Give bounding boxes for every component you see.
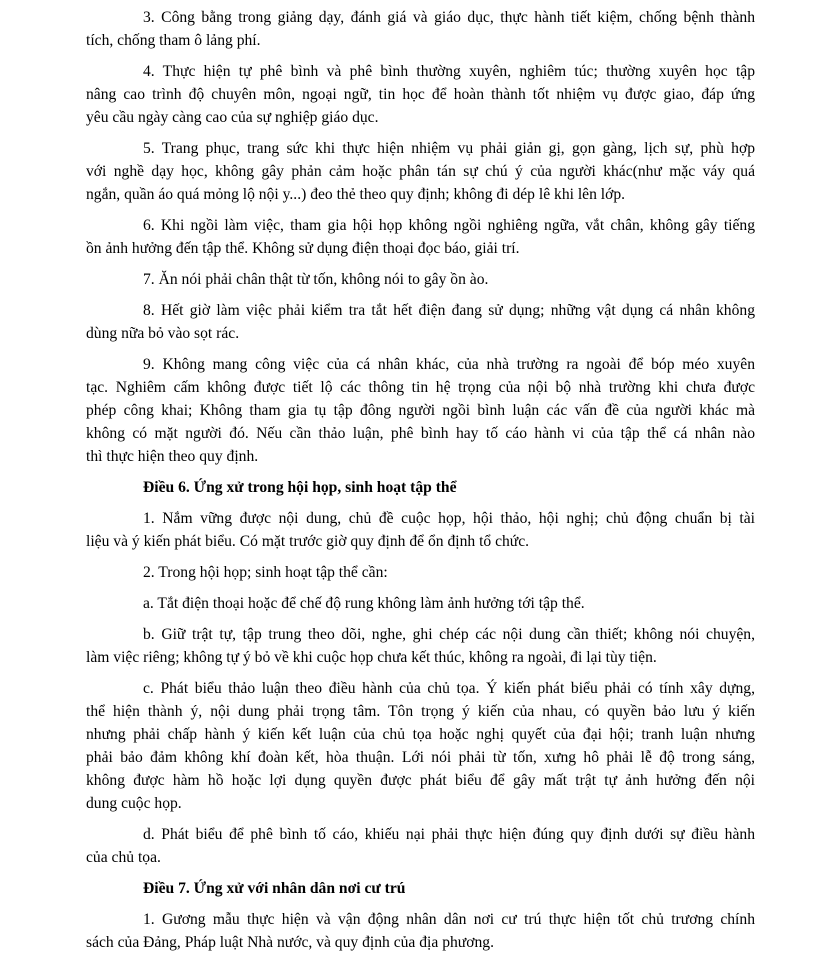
paragraph xyxy=(86,214,755,260)
text-line: a. Tắt điện thoại hoặc để chế độ rung không làm ảnh hưởng tới tập thể. xyxy=(143,595,585,612)
text-line: sách của Đảng, Pháp luật Nhà nước, và quy định của địa phương. xyxy=(86,934,494,951)
text-line: c. Phát biểu thảo luận theo điều hành của chủ tọa. Ý kiến phát biểu phải có tính xây dựng, xyxy=(143,680,755,697)
text-line: thể hiện thành ý, nội dung phải trọng tâm. Tôn trọng ý kiến của nhau, có quyền bảo lưu ý kiến xyxy=(86,703,755,720)
text-line: phải bảo đảm không khí đoàn kết, hòa thuận. Lới nói phải từ tốn, xưng hô phải lễ độ trong sáng, xyxy=(86,749,755,766)
section-heading xyxy=(86,877,755,900)
paragraph xyxy=(86,908,755,954)
text-line: với nghề dạy học, không gây phản cảm hoặc phân tán sự chú ý của người khác(như mặc váy quá xyxy=(86,163,755,180)
text-line: Điều 6. Ứng xử trong hội họp, sinh hoạt tập thể xyxy=(143,479,457,496)
text-line: d. Phát biểu để phê bình tố cáo, khiếu nại phải thực hiện đúng quy định dưới sự điều hành xyxy=(143,826,755,843)
text-line: 1. Gương mẫu thực hiện và vận động nhân dân nơi cư trú thực hiện tốt chủ trương chính xyxy=(143,911,755,928)
section-heading xyxy=(86,476,755,499)
text-line: dung cuộc họp. xyxy=(86,795,182,812)
paragraph xyxy=(86,823,755,869)
paragraph xyxy=(86,677,755,815)
text-line: Điều 7. Ứng xử với nhân dân nơi cư trú xyxy=(143,880,406,897)
text-line: 7. Ăn nói phải chân thật từ tốn, không nói to gây ồn ào. xyxy=(143,271,489,288)
text-line: ngắn, quần áo quá mỏng lộ nội y...) đeo thẻ theo quy định; không đi dép lê khi lên lớp. xyxy=(86,186,626,203)
text-line: b. Giữ trật tự, tập trung theo dõi, nghe, ghi chép các nội dung cần thiết; không nói chuyện, xyxy=(143,626,755,643)
text-line: ồn ảnh hưởng đến tập thể. Không sử dụng điện thoại đọc báo, giải trí. xyxy=(86,240,520,257)
text-line: 6. Khi ngồi làm việc, tham gia hội họp không ngồi nghiêng ngữa, vắt chân, không gây tiếng xyxy=(143,217,755,234)
document-page xyxy=(86,6,755,962)
paragraph xyxy=(86,268,755,291)
paragraph xyxy=(86,137,755,206)
text-line: 1. Nắm vững được nội dung, chủ đề cuộc họp, hội thảo, hội nghị; chủ động chuẩn bị tài xyxy=(143,510,755,527)
text-line: nâng cao trình độ chuyên môn, ngoại ngữ, tin học để hoàn thành tốt nhiệm vụ được giao, đáp ứng xyxy=(86,86,755,103)
text-line: không có mặt người đó. Nếu cần thảo luận, phê bình hay tố cáo hành vi của tập thể cá nhân nào xyxy=(86,425,755,442)
text-line: của chủ tọa. xyxy=(86,849,161,866)
text-line: tích, chống tham ô lảng phí. xyxy=(86,32,261,49)
paragraph xyxy=(86,6,755,52)
text-line: phép công khai; Không tham gia tụ tập đông người ngồi bình luận các vấn đề của người khác mà xyxy=(86,402,755,419)
paragraph xyxy=(86,592,755,615)
text-line: 9. Không mang công việc của cá nhân khác, của nhà trường ra ngoài để bóp méo xuyên xyxy=(143,356,755,373)
text-line: yêu cầu ngày càng cao của sự nghiệp giáo dục. xyxy=(86,109,379,126)
text-line: liệu và ý kiến phát biểu. Có mặt trước giờ quy định để ổn định tổ chức. xyxy=(86,533,530,550)
text-line: nhưng phải chấp hành ý kiến kết luận của chủ tọa hoặc nghị quyết của đại hội; tranh luận nhưng xyxy=(86,726,755,743)
text-line: tạc. Nghiêm cấm không được tiết lộ các thông tin hệ trọng của nội bộ nhà trường khi chưa được xyxy=(86,379,755,396)
text-line: không được hàm hồ hoặc lợi dụng quyền được phát biểu để gây mất trật tự ảnh hưởng đến nội xyxy=(86,772,755,789)
paragraph xyxy=(86,507,755,553)
paragraph xyxy=(86,299,755,345)
text-line: 4. Thực hiện tự phê bình và phê bình thường xuyên, nghiêm túc; thường xuyên học tập xyxy=(143,63,755,80)
paragraph xyxy=(86,561,755,584)
paragraph xyxy=(86,353,755,468)
paragraph xyxy=(86,60,755,129)
text-line: 5. Trang phục, trang sức khi thực hiện nhiệm vụ phải giản gị, gọn gàng, lịch sự, phù hợp xyxy=(143,140,755,157)
text-line: 3. Công bằng trong giảng dạy, đánh giá và giáo dục, thực hành tiết kiệm, chống bệnh thành xyxy=(143,9,755,26)
paragraph xyxy=(86,623,755,669)
text-line: 8. Hết giờ làm việc phải kiểm tra tắt hết điện đang sử dụng; những vật dụng cá nhân không xyxy=(143,302,755,319)
text-line: thì thực hiện theo quy định. xyxy=(86,448,259,465)
text-line: làm việc riêng; không tự ý bỏ về khi cuộc họp chưa kết thúc, không ra ngoài, đi lại tùy tiện. xyxy=(86,649,657,666)
text-line: dùng nữa bỏ vào sọt rác. xyxy=(86,325,240,342)
text-line: 2. Trong hội họp; sinh hoạt tập thể cần: xyxy=(143,564,388,581)
